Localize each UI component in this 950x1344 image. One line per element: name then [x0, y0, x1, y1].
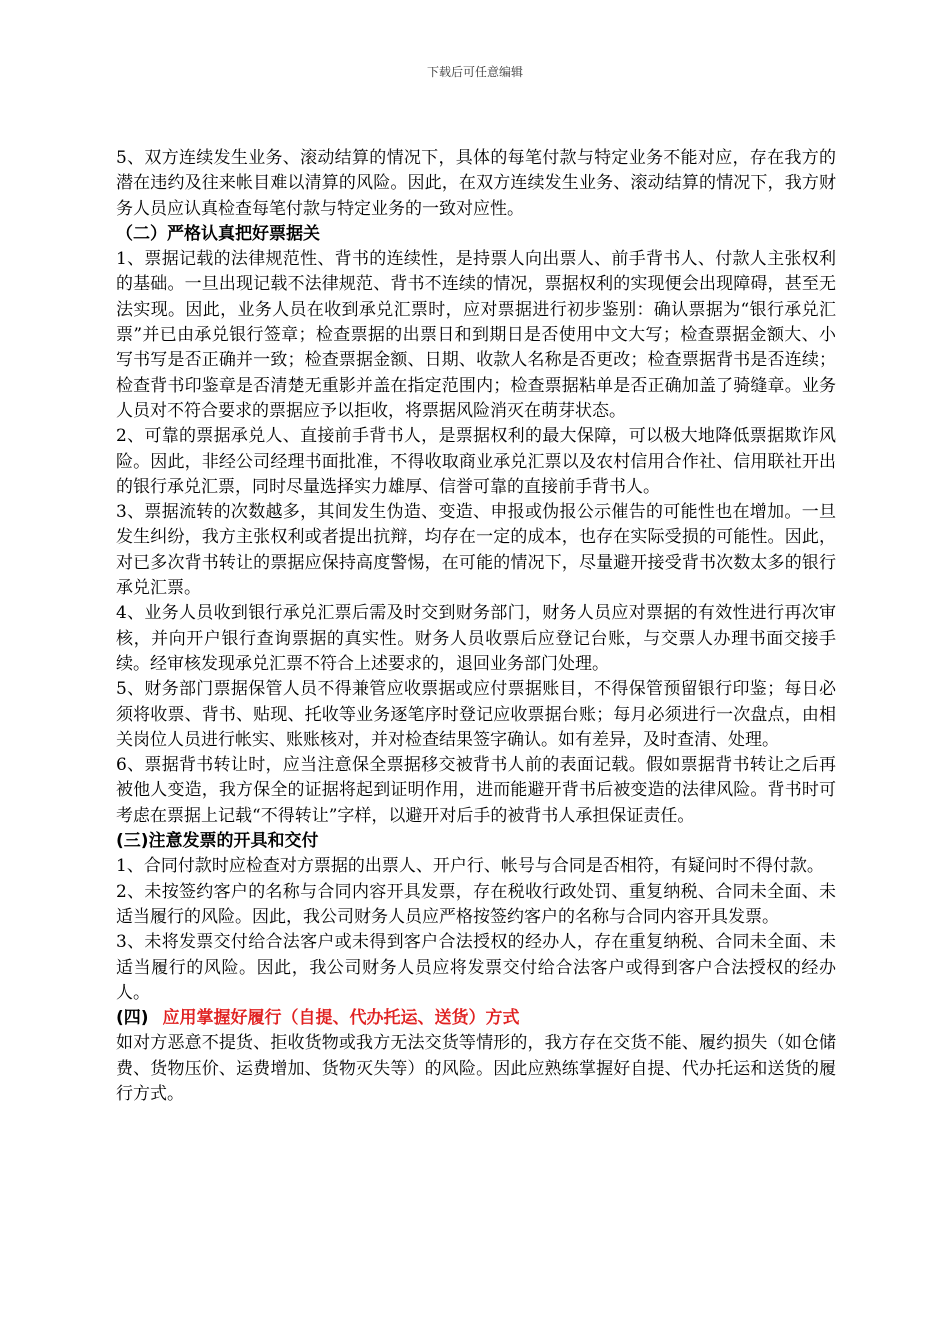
section-4-title: 应用掌握好履行（自提、代办托运、送货）方式: [162, 1008, 520, 1029]
section-2-item-4: 4、业务人员收到银行承兑汇票后需及时交到财务部门，财务人员应对票据的有效性进行再次审核，并向开户银行查询票据的真实性。财务人员收票后应登记台账，与交票人办理书面交接手续。经审核发现承兑汇票不符合上述要求的，退回业务部门处理。: [116, 603, 836, 674]
section-2-item-2: 2、可靠的票据承兑人、直接前手背书人，是票据权利的最大保障，可以极大地降低票据欺诈风险。因此，非经公司经理书面批准，不得收取商业承兑汇票以及农村信用合作社、信用联社开出的银行承兑汇票，同时尽量选择实力雄厚、信誉可靠的直接前手背书人。: [116, 426, 836, 497]
section-4-item-1: 如对方恶意不提货、拒收货物或我方无法交货等情形的，我方存在交货不能、履约损失（如仓储费、货物压价、运费增加、货物灭失等）的风险。因此应熟练掌握好自提、代办托运和送货的履行方式。: [116, 1033, 836, 1104]
section-heading-3: (三)注意发票的开具和交付: [116, 831, 319, 852]
section-2-item-1: 1、票据记载的法律规范性、背书的连续性，是持票人向出票人、前手背书人、付款人主张权利的基础。一旦出现记载不法律规范、背书不连续的情况，票据权利的实现便会出现障碍，甚至无法实现。因此，业务人员在收到承兑汇票时，应对票据进行初步鉴别：确认票据为“银行承兑汇票”并已由承兑银行签章；检查票据的出票日和到期日是否使用中文大写；检查票据金额大、小写书写是否正确并一致；检查票据金额、日期、收款人名称是否更改；检查票据背书是否连续；检查背书印鉴章是否清楚无重影并盖在指定范围内；检查票据粘单是否正确加盖了骑缝章。业务人员对不符合要求的票据应予以拒收，将票据风险消灭在萌芽状态。: [116, 249, 836, 421]
section-heading-2: （二）严格认真把好票据关: [116, 223, 320, 244]
section-3-item-1: 1、合同付款时应检查对方票据的出票人、开户行、帐号与合同是否相符，有疑问时不得付款。: [116, 856, 824, 877]
paragraph-5-settlement: 5、双方连续发生业务、滚动结算的情况下，具体的每笔付款与特定业务不能对应，存在我方的潜在违约及往来帐目难以清算的风险。因此，在双方连续发生业务、滚动结算的情况下，我方财务人员应认真检查每笔付款与特定业务的一致对应性。: [116, 148, 836, 219]
page-header-note: 下载后可任意编辑: [426, 65, 523, 79]
section-2-item-3: 3、票据流转的次数越多，其间发生伪造、变造、申报或伪报公示催告的可能性也在增加。一旦发生纠纷，我方主张权利或者提出抗辩，均存在一定的成本，也存在实际受损的可能性。因此，对已多次背书转让的票据应保持高度警惕，在可能的情况下，尽量避开接受背书次数太多的银行承兑汇票。: [116, 502, 836, 599]
section-3-item-2: 2、未按签约客户的名称与合同内容开具发票，存在税收行政处罚、重复纳税、合同未全面、未适当履行的风险。因此，我公司财务人员应严格按签约客户的名称与合同内容开具发票。: [116, 881, 836, 927]
section-heading-4: [116, 1006, 836, 1031]
document-body: [116, 146, 836, 1107]
section-2-item-6: 6、票据背书转让时，应当注意保全票据移交被背书人前的表面记载。假如票据背书转让之后再被他人变造，我方保全的证据将起到证明作用，进而能避开背书后被变造的法律风险。背书时可考虑在票据上记载“不得转让”字样，以避开对后手的被背书人承担保证责任。: [116, 755, 836, 826]
section-2-item-5: 5、财务部门票据保管人员不得兼管应收票据或应付票据账目，不得保管预留银行印鉴；每日必须将收票、背书、贴现、托收等业务逐笔序时登记应收票据台账；每月必须进行一次盘点，由相关岗位人员进行帐实、账账核对，并对检查结果签字确认。如有差异，及时查清、处理。: [116, 679, 836, 750]
section-3-item-3: 3、未将发票交付给合法客户或未得到客户合法授权的经办人，存在重复纳税、合同未全面、未适当履行的风险。因此，我公司财务人员应将发票交付给合法客户或得到客户合法授权的经办人。: [116, 932, 836, 1003]
section-4-number: (四): [116, 1008, 149, 1029]
